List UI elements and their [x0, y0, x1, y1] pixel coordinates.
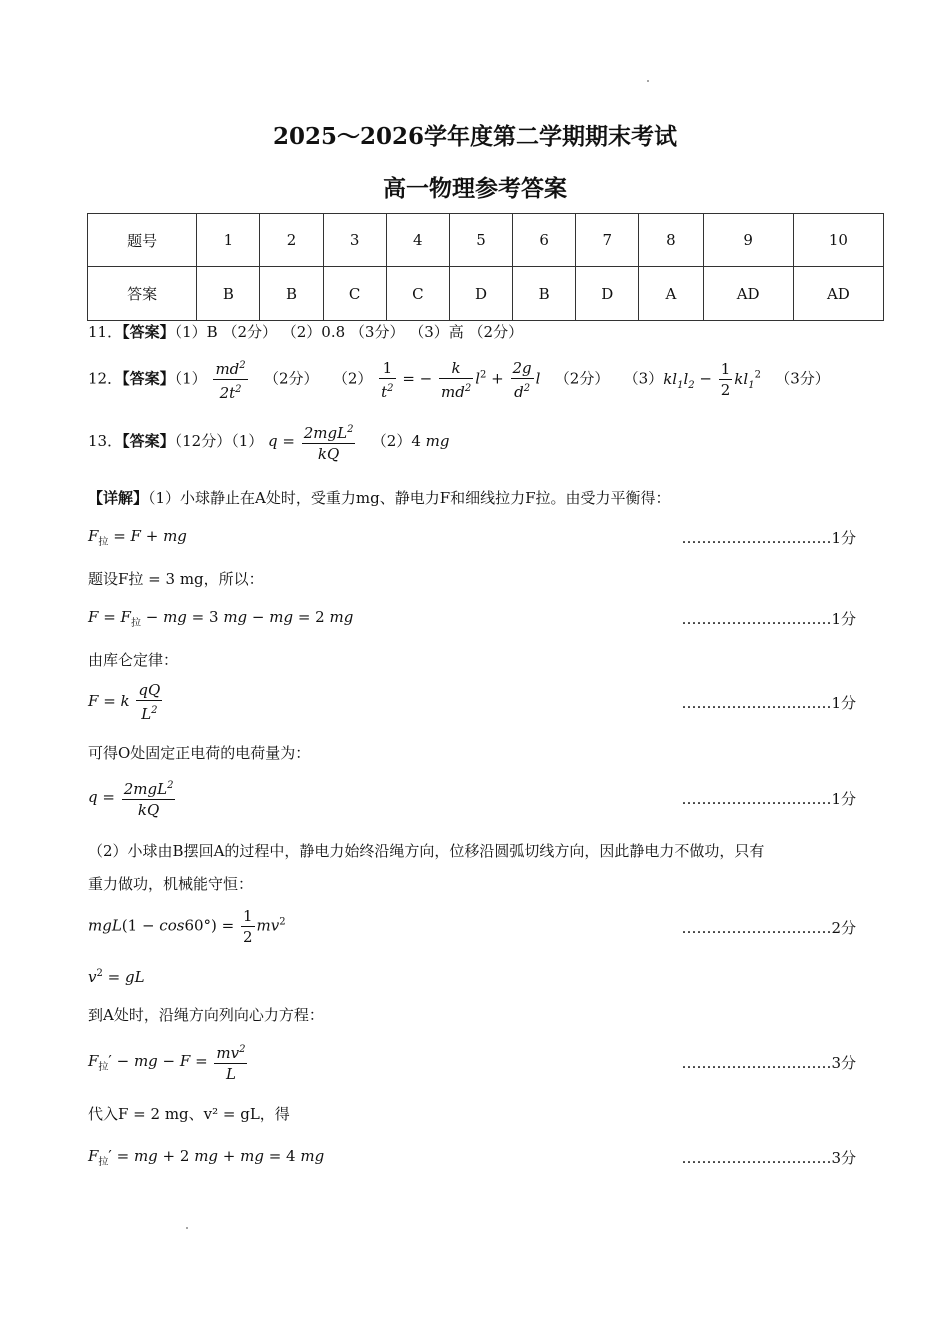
- equation-4: q = $\frac{2mgL^2}{kQ}$: [88, 776, 177, 820]
- substitute-line: 代入F = 2 mg、v² = gL，得: [88, 1105, 290, 1123]
- score-1: …………………………1分: [681, 529, 856, 547]
- formula: $\frac{2mgL^2}{kQ}$: [123, 780, 174, 819]
- part-label: （2）4: [371, 432, 421, 450]
- table-cell: C: [323, 267, 386, 321]
- table-cell: 10: [793, 214, 883, 267]
- scan-speck: [186, 1227, 188, 1229]
- table-cell: A: [639, 267, 703, 321]
- formula: $\frac{2mgL^2}{kQ}$: [303, 424, 354, 463]
- table-cell: 2: [260, 214, 323, 267]
- table-cell: B: [197, 267, 260, 321]
- question-number: 12．: [88, 369, 123, 388]
- detail-part2-b: 重力做功，机械能守恒：: [88, 875, 254, 893]
- equation-2: $F = F_拉$ − mg = 3 mg − mg = 2 mg: [88, 608, 354, 629]
- table-cell: D: [576, 267, 639, 321]
- formula: $\frac{mv^2}{L}$: [216, 1044, 246, 1083]
- equation-3: F = k $\frac{qQ}{L^2}$: [88, 681, 161, 723]
- table-cell: 3: [323, 214, 386, 267]
- table-cell: 7: [576, 214, 639, 267]
- answer-tag: 【答案】: [122, 432, 175, 450]
- score-7: …………………………3分: [681, 1149, 856, 1167]
- answer-tag: 【答案】: [122, 323, 175, 341]
- part-label: （3）: [623, 369, 664, 388]
- question-number: 11．: [88, 323, 123, 341]
- q11-text: （1）B （2分） （2）0.8 （3分） （3）高 （2分）: [174, 323, 524, 341]
- formula: $\frac{2g}{d^2}$: [512, 358, 532, 401]
- table-cell: 9: [703, 214, 793, 267]
- centripetal-line: 到A处时，沿绳方向列向心力方程：: [88, 1006, 324, 1024]
- q11-answer: [88, 321, 523, 342]
- table-cell: 8: [639, 214, 703, 267]
- scan-speck: [647, 80, 649, 82]
- answer-table: [87, 213, 884, 321]
- formula: $\frac{1}{t^2}$: [381, 358, 394, 401]
- equation-8: $F_拉'$ = mg + 2 mg + mg = 4 mg: [88, 1147, 325, 1168]
- score-3: …………………………1分: [681, 694, 856, 712]
- equation-6: $v^2$ = gL: [88, 968, 145, 986]
- detail-part2-a: （2）小球由B摆回A的过程中，静电力始终沿绳方向，位移沿圆弧切线方向，因此静电力不做功，只有: [88, 842, 765, 860]
- formula: $\frac{k}{md^2}$: [441, 358, 472, 401]
- detail-intro: [88, 487, 671, 508]
- formula: $\frac{1}{2}$: [720, 360, 731, 399]
- given-line: 题设F拉 = 3 mg，所以：: [88, 570, 264, 588]
- score-label: （2分）: [554, 369, 610, 388]
- formula: $\frac{1}{2}$: [242, 907, 253, 946]
- q13-answer: 13．【答案】（12分）（1） q = $\frac{2mgL^2}{kQ}$ （2）4 mg: [88, 420, 449, 464]
- score-5: …………………………2分: [681, 919, 856, 937]
- charge-line: 可得O处固定正电荷的电荷量为：: [88, 744, 311, 762]
- table-cell: B: [260, 267, 323, 321]
- table-cell: 4: [386, 214, 449, 267]
- answer-table-number-row: [88, 214, 884, 267]
- formula: $\frac{md^2}{2t^2}$: [215, 360, 246, 402]
- score-4: …………………………1分: [681, 790, 856, 808]
- table-cell: C: [386, 267, 449, 321]
- equation-5: mgL(1 − cos60°) = $\frac{1}{2}$ $mv^2$: [88, 907, 286, 946]
- detail-tag: 【详解】: [88, 489, 149, 507]
- answer-table-answer-row: [88, 267, 884, 321]
- table-cell: D: [449, 267, 512, 321]
- equation-7: $F_拉'$ − mg − F = $\frac{mv^2}{L}$: [88, 1040, 249, 1084]
- answer-tag: 【答案】: [122, 369, 175, 388]
- page-title: 2025～2026学年度第二学期期末考试: [272, 123, 678, 150]
- formula: $\frac{qQ}{L^2}$: [138, 681, 161, 723]
- coulomb-line: 由库仑定律：: [88, 651, 179, 669]
- detail-text: （1）小球静止在A处时，受重力mg、静电力F和细线拉力F拉。由受力平衡得：: [148, 489, 671, 507]
- page-subtitle: 高一物理参考答案: [383, 175, 567, 202]
- q12-answer: 12．【答案】（1） $\frac{md^2}{2t^2}$ （2分） （2） $\frac{1}{t^2}$ = − $\frac{k}{md^2}$ $l^2$ + $\frac{2g}{d^2}$ l （2分） $(3)kl_1l_2$ − $\frac{1}{2}$ $kl_1^2$ （3分）: [88, 356, 830, 403]
- score-6: …………………………3分: [681, 1054, 856, 1072]
- score-label: （2分）: [263, 369, 319, 388]
- equation-1: $F_拉 = F$ + mg: [88, 527, 187, 548]
- table-cell: AD: [793, 267, 883, 321]
- table-cell: B: [513, 267, 576, 321]
- table-row-label: 题号: [88, 214, 197, 267]
- part-label: （2）: [332, 369, 373, 388]
- table-row-label: 答案: [88, 267, 197, 321]
- table-cell: 6: [513, 214, 576, 267]
- q13-pre: （12分）（1）: [174, 432, 264, 450]
- part-label: （1）: [174, 369, 207, 388]
- table-cell: 5: [449, 214, 512, 267]
- table-cell: 1: [197, 214, 260, 267]
- table-cell: AD: [703, 267, 793, 321]
- score-2: …………………………1分: [681, 610, 856, 628]
- score-label: （3分）: [775, 369, 830, 388]
- question-number: 13．: [88, 432, 123, 450]
